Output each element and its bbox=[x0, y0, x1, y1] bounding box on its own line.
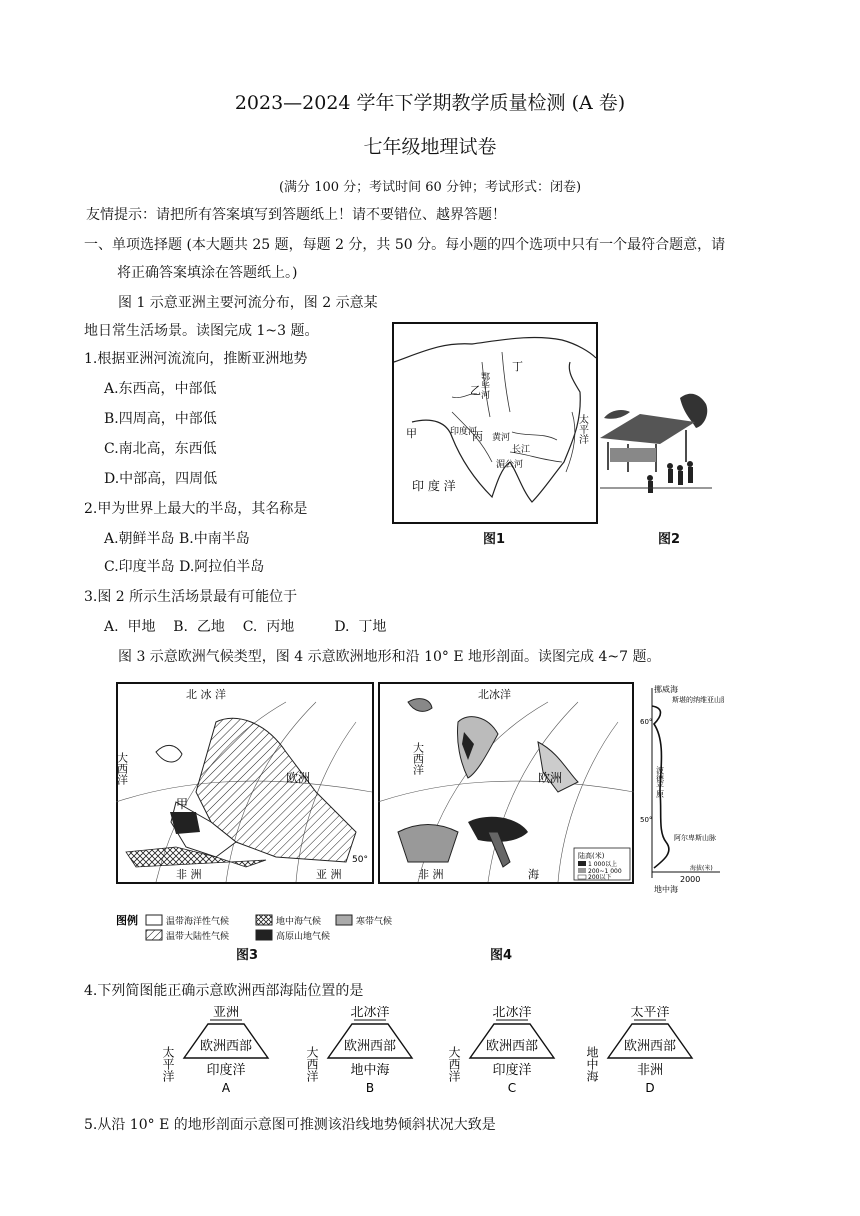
fig3-legend-title: 图例 bbox=[116, 914, 138, 927]
fig4-profile-xaxis: 海拔(米) bbox=[690, 865, 713, 872]
q4-a-bottom: 印度洋 bbox=[206, 1063, 246, 1078]
q4-stem: 4.下列简图能正确示意欧洲西部海陆位置的是 bbox=[84, 983, 364, 999]
q4-diagrams bbox=[160, 1006, 720, 1100]
fig4-label-sea: 海 bbox=[528, 868, 539, 881]
fig4-profile-top: 挪威海 bbox=[654, 685, 678, 694]
fig3-legend-item-0: 温带海洋性气候 bbox=[166, 917, 230, 927]
group1-intro-2: 地日常生活场景。读图完成 1~3 题。 bbox=[84, 323, 319, 339]
fig3-label-africa: 非 洲 bbox=[176, 868, 202, 881]
fig4-label-europe: 欧洲 bbox=[538, 771, 563, 785]
fig4-profile-alps: 阿尔卑斯山脉 bbox=[674, 834, 716, 842]
fig4-label-arctic: 北冰洋 bbox=[478, 688, 511, 701]
figure-3-legend bbox=[116, 912, 406, 944]
figure-3-caption: 图3 bbox=[236, 948, 259, 963]
figure-2-caption: 图2 bbox=[658, 532, 681, 547]
fig1-label-yellow: 黄河 bbox=[492, 433, 511, 443]
figure-2-village-scene bbox=[600, 388, 712, 500]
q4-d-letter: D bbox=[645, 1081, 655, 1095]
exam-tip: 友情提示：请把所有答案填写到答题纸上！请不要错位、越界答题！ bbox=[86, 207, 506, 223]
fig3-label-50deg: 50° bbox=[352, 855, 368, 865]
fig1-label-yi: 乙 bbox=[470, 384, 481, 397]
figure-4-europe-terrain-map bbox=[378, 682, 634, 884]
q1-option-d: D.中部高，四周低 bbox=[104, 471, 218, 487]
fig3-legend-item-3: 温带大陆性气候 bbox=[166, 932, 230, 942]
q2-stem: 2.甲为世界上最大的半岛，其名称是 bbox=[84, 501, 308, 517]
group2-intro: 图 3 示意欧洲气候类型，图 4 示意欧洲地形和沿 10° E 地形剖面。读图完成 4~7 题。 bbox=[118, 649, 661, 665]
fig1-label-indian-ocean: 印 度 洋 bbox=[412, 479, 456, 493]
figure-3-europe-climate-map bbox=[116, 682, 374, 884]
fig4-elev-2: 200~1 000 bbox=[588, 868, 622, 875]
q2-options-cd: C.印度半岛 D.阿拉伯半岛 bbox=[104, 559, 265, 575]
fig1-label-mekong: 湄公河 bbox=[496, 460, 524, 470]
fig1-label-ding: 丁 bbox=[512, 360, 523, 373]
q5-stem: 5.从沿 10° E 的地形剖面示意图可推测该沿线地势倾斜状况大致是 bbox=[84, 1117, 496, 1133]
fig4-profile-lat60: 60° bbox=[640, 718, 653, 726]
q4-c-left: 大西洋 bbox=[447, 1046, 461, 1082]
q4-c-bottom: 印度洋 bbox=[492, 1063, 532, 1078]
q4-b-center: 欧洲西部 bbox=[343, 1039, 397, 1054]
fig1-label-yangtze: 长江 bbox=[512, 445, 531, 455]
fig4-profile-lat50: 50° bbox=[640, 816, 653, 824]
q4-diagram-b bbox=[305, 1006, 412, 1095]
fig1-label-bing: 丙 bbox=[472, 430, 483, 443]
fig3-legend-item-2: 寒带气候 bbox=[356, 917, 393, 927]
q3-options: A. 甲地 B. 乙地 C. 丙地 D. 丁地 bbox=[104, 619, 387, 635]
figure-4-caption: 图4 bbox=[490, 948, 513, 963]
section-heading: 一、单项选择题 (本大题共 25 题，每题 2 分，共 50 分。每小题的四个选项中只有一个最符合题意，请 bbox=[84, 237, 726, 253]
q4-diagram-a bbox=[161, 1006, 268, 1095]
q4-diagram-d bbox=[585, 1006, 692, 1095]
figure-4-profile-10E bbox=[640, 682, 724, 896]
q1-option-b: B.四周高，中部低 bbox=[104, 411, 217, 427]
q1-option-a: A.东西高，中部低 bbox=[104, 381, 217, 397]
fig1-label-jia: 甲 bbox=[406, 427, 417, 440]
exam-info: (满分 100 分；考试时间 60 分钟；考试形式：闭卷) bbox=[278, 180, 582, 195]
exam-title: 2023—2024 学年下学期教学质量检测 (A 卷) bbox=[234, 92, 626, 114]
q4-b-bottom: 地中海 bbox=[350, 1063, 390, 1078]
fig1-label-pacific: 太平洋 bbox=[576, 414, 588, 444]
q4-b-left: 大西洋 bbox=[305, 1046, 319, 1082]
q3-stem: 3.图 2 所示生活场景最有可能位于 bbox=[84, 589, 298, 605]
q4-diagram-c bbox=[447, 1006, 554, 1095]
fig3-legend-item-1: 地中海气候 bbox=[276, 917, 322, 927]
q4-c-top: 北冰洋 bbox=[492, 1006, 532, 1020]
q4-c-letter: C bbox=[507, 1081, 517, 1095]
q4-a-left: 太平洋 bbox=[161, 1046, 175, 1082]
fig4-elev-title: 陆高(米) bbox=[578, 852, 605, 860]
fig4-profile-x2000: 2000 bbox=[680, 875, 701, 884]
fig4-label-africa: 非 洲 bbox=[418, 868, 444, 881]
group1-intro-1: 图 1 示意亚洲主要河流分布，图 2 示意某 bbox=[118, 295, 378, 311]
fig1-label-indus: 印度河 bbox=[450, 427, 478, 437]
fig4-profile-med: 地中海 bbox=[654, 885, 678, 894]
fig3-label-europe: 欧洲 bbox=[286, 771, 311, 785]
fig1-label-ob: 鄂毕河 bbox=[479, 372, 489, 399]
fig3-label-atlantic: 大西洋 bbox=[116, 752, 129, 785]
q1-stem: 1.根据亚洲河流流向，推断亚洲地势 bbox=[84, 351, 308, 367]
section-heading-cont: 将正确答案填涂在答题纸上。) bbox=[117, 265, 298, 281]
q4-a-letter: A bbox=[221, 1081, 231, 1095]
exam-subtitle: 七年级地理试卷 bbox=[363, 136, 497, 158]
q4-b-letter: B bbox=[365, 1081, 375, 1095]
q4-d-left: 地中海 bbox=[585, 1046, 599, 1082]
q4-a-top: 亚洲 bbox=[212, 1006, 240, 1020]
fig4-elev-1: 1 000以上 bbox=[588, 861, 618, 868]
q4-a-center: 欧洲西部 bbox=[199, 1039, 253, 1054]
fig4-label-atlantic: 大西洋 bbox=[411, 742, 425, 775]
fig3-label-asia: 亚 洲 bbox=[316, 868, 342, 881]
fig3-legend-item-4: 高原山地气候 bbox=[276, 932, 331, 942]
q2-options-ab: A.朝鲜半岛 B.中南半岛 bbox=[104, 531, 250, 547]
fig4-profile-plain: 波德平原 bbox=[655, 766, 665, 798]
fig4-elev-3: 200以下 bbox=[588, 874, 612, 881]
q4-c-center: 欧洲西部 bbox=[485, 1039, 539, 1054]
q1-option-c: C.南北高，东西低 bbox=[104, 441, 217, 457]
figure-1-caption: 图1 bbox=[483, 532, 506, 547]
q4-d-center: 欧洲西部 bbox=[623, 1039, 677, 1054]
figure-1-asia-rivers-map bbox=[392, 322, 598, 524]
q4-b-top: 北冰洋 bbox=[350, 1006, 390, 1020]
fig4-profile-scand: 斯堪的纳维亚山脉 bbox=[672, 696, 724, 704]
fig3-label-jia: 甲 bbox=[176, 797, 189, 811]
fig3-label-arctic: 北 冰 洋 bbox=[186, 688, 226, 701]
q4-d-top: 太平洋 bbox=[630, 1006, 670, 1020]
q4-d-bottom: 非洲 bbox=[636, 1063, 664, 1078]
